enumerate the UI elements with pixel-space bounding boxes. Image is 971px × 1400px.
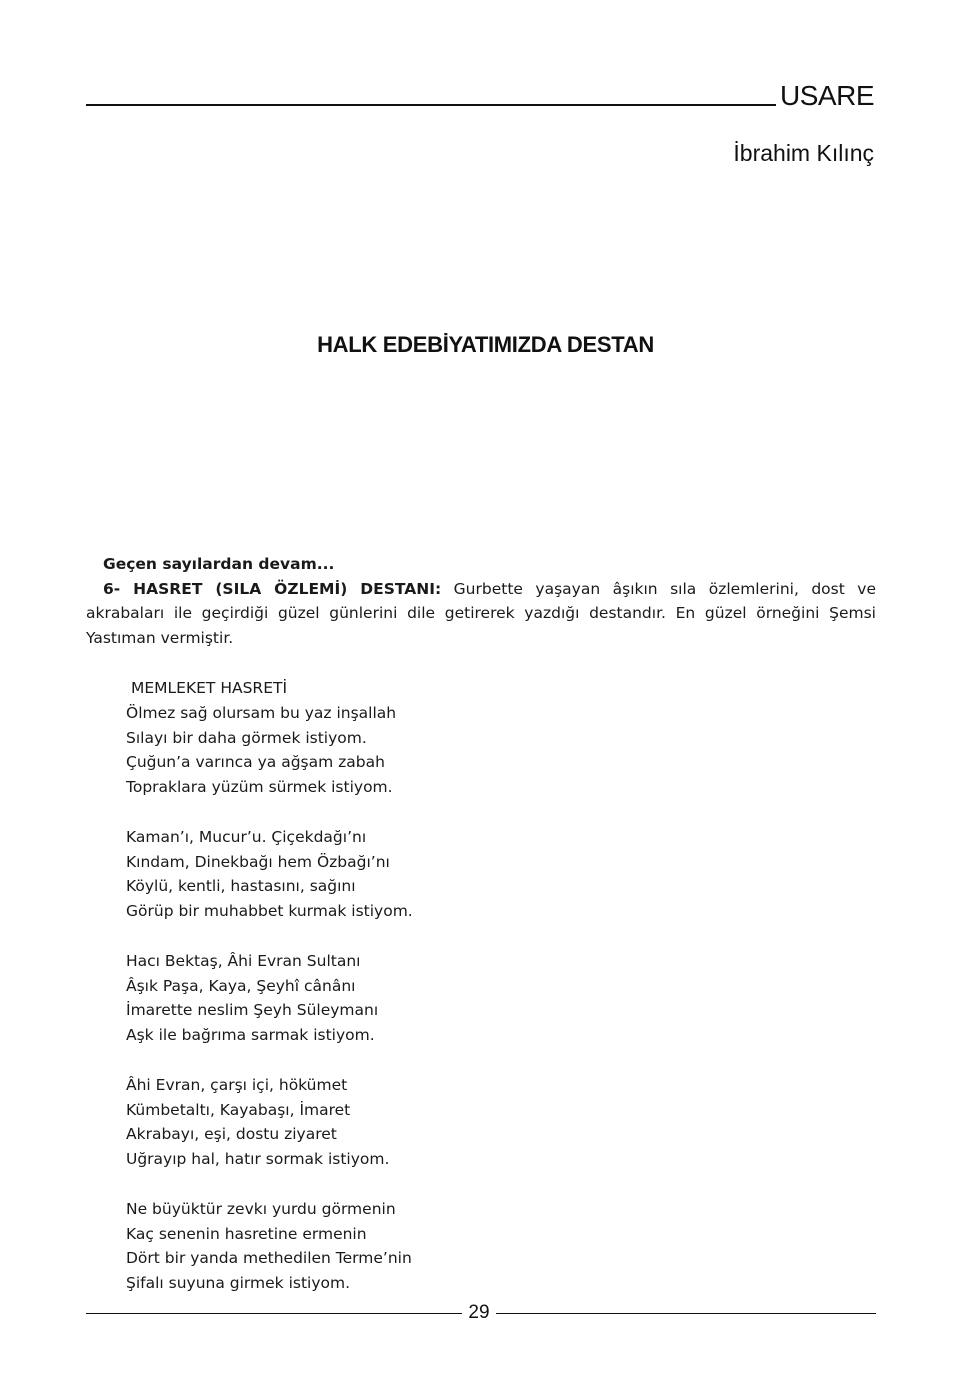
header-rule xyxy=(86,104,776,106)
poem-line: Akrabayı, eşi, dostu ziyaret xyxy=(126,1125,337,1144)
poem-line: Çuğun’a varınca ya ağşam zabah xyxy=(126,753,385,772)
poem-stanza xyxy=(126,701,413,800)
journal-name: USARE xyxy=(780,80,874,111)
poem-line: Topraklara yüzüm sürmek istiyom. xyxy=(126,778,393,797)
poem-line: Kaman’ı, Mucur’u. Çiçekdağı’nı xyxy=(126,827,367,846)
poem-line: İmarette neslim Şeyh Süleymanı xyxy=(126,1001,379,1020)
poem-line: Kındam, Dinekbağı hem Özbağı’nı xyxy=(126,852,390,871)
poem-title: MEMLEKET HASRETİ xyxy=(131,679,288,697)
poem-line: Kaç senenin hasretine ermenin xyxy=(126,1224,367,1243)
poem-stanza xyxy=(126,1073,413,1172)
article-body xyxy=(86,552,876,650)
continuation-text: Geçen sayılardan devam... xyxy=(103,555,335,573)
poem-line: Ne büyüktür zevkı yurdu görmenin xyxy=(126,1199,396,1218)
poem-line: Aşk ile bağrıma sarmak istiyom. xyxy=(126,1026,375,1045)
poem-line: Ölmez sağ olursam bu yaz inşallah xyxy=(126,703,397,722)
poem-stanza xyxy=(126,949,413,1048)
poem-line: Şifalı suyuna girmek istiyom. xyxy=(126,1274,351,1293)
poem-line: Görüp bir muhabbet kurmak istiyom. xyxy=(126,902,413,921)
poem-line: Dört bir yanda methedilen Terme’nin xyxy=(126,1249,412,1268)
footer-rule-left xyxy=(86,1313,462,1314)
poem-line: Âşık Paşa, Kaya, Şeyhî cânânı xyxy=(126,976,356,995)
poem-line: Hacı Bektaş, Âhi Evran Sultanı xyxy=(126,951,361,970)
footer-rule-right xyxy=(496,1313,876,1314)
section-text: Gurbette yaşayan âşıkın sıla özlemlerini, dost ve akrabaları ile geçirdiği güzel günlerini dile getirerek yazdığı destandır. En güzel örneğini Şemsi Yastıman vermiştir. xyxy=(86,579,877,647)
article-title: HALK EDEBİYATIMIZDA DESTAN xyxy=(317,332,654,357)
author-name: İbrahim Kılınç xyxy=(733,140,874,166)
continuation-note xyxy=(86,552,876,577)
section-paragraph xyxy=(86,577,876,651)
section-label: 6- HASRET (SILA ÖZLEMİ) DESTANI: xyxy=(103,579,442,598)
poem-line: Sılayı bir daha görmek istiyom. xyxy=(126,728,367,747)
poem-line: Uğrayıp hal, hatır sormak istiyom. xyxy=(126,1150,390,1169)
poem-line: Köylü, kentli, hastasını, sağını xyxy=(126,877,356,896)
poem-line: Âhi Evran, çarşı içi, hökümet xyxy=(126,1075,348,1094)
poem-stanza xyxy=(126,1197,413,1296)
page-number: 29 xyxy=(468,1302,490,1323)
poem-line: Kümbetaltı, Kayabaşı, İmaret xyxy=(126,1100,351,1119)
poem-stanza xyxy=(126,825,413,924)
poem xyxy=(126,676,413,1296)
